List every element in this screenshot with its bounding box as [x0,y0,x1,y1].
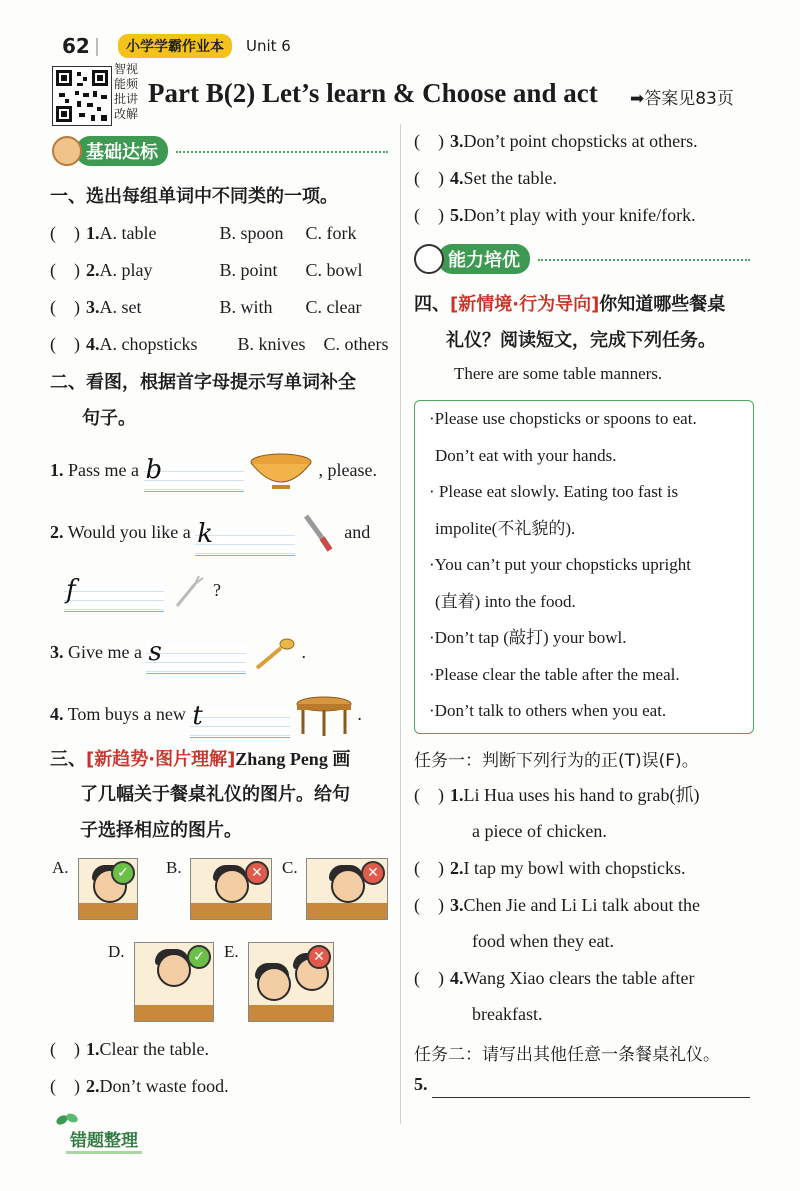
answer-writing-line[interactable] [190,701,290,738]
answer-paren[interactable]: ( ) [414,168,444,188]
answer-paren[interactable]: ( ) [414,785,444,805]
child-figure [215,869,249,903]
item-text: Don’t point chopsticks at others. [463,131,698,151]
qr-code-icon[interactable] [52,66,112,126]
q3-title-rest: Zhang Peng 画 [235,749,351,769]
q3-item [50,1073,229,1110]
item-number: 4. [450,168,464,188]
q2-sentence-4 [50,694,362,738]
q3-title-cont: 子选择相应的图片。 [80,820,242,841]
answer-paren[interactable]: ( ) [414,895,444,915]
q1-item [50,331,395,368]
item-number: 2. [86,260,100,280]
item-number: 1. [450,785,464,805]
item-number: 3. [450,131,464,151]
passage-line: · Please eat slowly. Eating too fast is [429,482,679,501]
sentence-text: Tom buys a new [67,704,186,725]
unit-label: Unit 6 [246,37,291,55]
q3-item [414,128,698,165]
pic-label-b: B. [166,858,182,877]
item-number: 2. [50,522,64,543]
q4-title-cont: 礼仪？阅读短文，完成下列任务。 [446,330,716,351]
section-basic-label: 基础达标 [76,136,168,166]
task1-item [414,782,754,818]
pic-label-e: E. [224,942,239,961]
q1-list [50,220,395,368]
cross-icon: ✕ [361,861,385,885]
task1-title: 任务一：判断下列行为的正(T)误(F)。 [414,751,699,771]
hint-letter: s [148,637,162,667]
q1-item [50,220,395,257]
item-number: 4. [450,968,464,988]
dotted-divider [538,258,750,261]
table-icon [295,694,353,738]
hint-letter: b [145,455,163,485]
option-c: C. clear [305,297,362,317]
column-divider [400,124,401,1124]
header-divider [96,38,98,56]
answer-paren[interactable]: ( ) [50,334,80,354]
section-advanced-header [414,244,750,274]
q4-prefix: 四、 [414,294,450,315]
task1-item [414,892,754,928]
answer-paren[interactable]: ( ) [50,297,80,317]
option-b: B. spoon [219,223,284,243]
picture-b[interactable] [190,858,272,920]
answer-paren[interactable]: ( ) [414,205,444,225]
item-text: Wang Xiao clears the table after [463,968,695,988]
sentence-text: Give me a [68,642,142,663]
q2-sentence-1 [50,452,377,492]
answer-paren[interactable]: ( ) [50,1039,80,1059]
passage-line: (直着) into the food. [435,591,576,611]
option-a: A. table [99,223,157,243]
passage-line: ·Don’t talk to others when you eat. [429,701,667,720]
cross-icon: ✕ [307,945,331,969]
q1-item [50,257,395,294]
q3-item [414,202,698,239]
table-shape [79,903,137,919]
check-icon: ✓ [187,945,211,969]
q4-title-rest: 你知道哪些餐桌 [599,294,726,315]
option-c: C. fork [305,223,357,243]
bowl-icon [248,452,314,492]
answer-writing-line[interactable] [64,575,164,612]
q3-title [50,744,350,775]
option-a: A. play [99,260,153,280]
q3-prefix: 三、 [50,749,86,770]
hint-letter: f [66,575,76,605]
table-shape [135,1005,213,1021]
item-number: 1. [86,223,100,243]
passage-line: ·Please clear the table after the meal. [429,664,680,684]
task1-item [414,855,754,892]
answer-paren[interactable]: ( ) [414,858,444,878]
answer-paren[interactable]: ( ) [50,260,80,280]
sentence-text: Would you like a [67,522,191,543]
picture-a[interactable] [78,858,138,920]
sentence-end: ? [213,580,221,601]
table-shape [191,903,271,919]
q2-title: 二、看图，根据首字母提示写单词补全 [50,372,356,393]
item-number: 3. [450,895,464,915]
item-number: 4. [86,334,100,354]
item-text: Don’t play with your knife/fork. [463,205,696,225]
dog-mascot-icon [414,244,444,274]
mascot-icon [52,136,82,166]
passage-line: ·You can’t put your chopsticks upright [429,555,691,574]
answer-paren[interactable]: ( ) [50,223,80,243]
sentence-and: and [344,522,371,543]
spoon-icon [251,634,297,674]
q3-item [50,1036,229,1073]
reading-passage [414,400,754,734]
section-basic-header [52,136,388,166]
passage-line: impolite(不礼貌的). [435,518,576,538]
answer-writing-line[interactable] [146,637,246,674]
passage-line: ·Please use chopsticks or spoons to eat. [429,409,697,428]
q3-tag: [新趋势·图片理解] [86,749,236,770]
q4-tag: [新情境·行为导向] [450,294,600,315]
item-text: Chen Jie and Li Li talk about the [463,895,700,915]
q1-title: 一、选出每组单词中不同类的一项。 [50,186,338,207]
table-shape [307,903,387,919]
task1-item-cont: a piece of chicken. [472,821,607,841]
q3-title-cont: 了几幅关于餐桌礼仪的图片。给句 [80,784,350,805]
task1-item-cont: food when they eat. [472,931,614,951]
q3-item [414,165,698,202]
lesson-title: Part B(2) Let’s learn & Choose and act [148,78,598,108]
item-number: 5. [450,205,464,225]
qr-caption-line: 改解 [114,107,139,121]
item-number: 1. [50,460,64,481]
option-c: C. others [323,334,389,354]
option-b: B. point [219,260,278,280]
item-number: 1. [86,1039,100,1059]
mistake-review-label: 错题整理 [66,1126,142,1154]
qr-caption [114,62,144,122]
item-text: Don’t waste food. [99,1076,229,1096]
section-advanced-label: 能力培优 [438,244,530,274]
answer-writing-line[interactable] [195,519,295,556]
task1-list [414,782,754,1038]
leaf-icon [56,1112,76,1126]
child-figure [257,967,291,1001]
answer-paren[interactable]: ( ) [50,1076,80,1096]
answer-paren[interactable]: ( ) [414,131,444,151]
child-figure [331,869,365,903]
task1-item-cont: breakfast. [472,1004,543,1024]
task1-item [414,965,754,1001]
picture-c[interactable] [306,858,388,920]
item-text: Set the table. [463,168,557,188]
check-icon: ✓ [111,861,135,885]
fork-icon [169,572,209,612]
series-badge: 小学学霸作业本 [118,34,232,58]
option-a: A. chopsticks [99,334,198,354]
pic-label-a: A. [52,858,69,877]
q2-sentence-3 [50,634,306,674]
qr-caption-line: 批讲 [114,92,139,106]
page-number: 62 [62,34,90,58]
qr-caption-line: 智视 [114,62,139,76]
passage-intro: There are some table manners. [454,364,663,383]
answer-writing-line[interactable] [144,455,244,492]
answer-paren[interactable]: ( ) [414,968,444,988]
task2-number: 5. [414,1074,428,1094]
item-text: Li Hua uses his hand to grab(抓) [463,785,700,805]
item-text: Clear the table. [99,1039,209,1059]
dotted-divider [176,150,388,153]
sentence-text: Pass me a [68,460,139,481]
hint-letter: k [197,519,213,549]
option-a: A. set [99,297,142,317]
task2-answer-line[interactable] [432,1097,750,1098]
sentence-end: . [301,642,306,663]
option-b: B. knives [237,334,306,354]
q4-title [414,290,725,320]
item-number: 3. [86,297,100,317]
q1-item [50,294,395,331]
table-shape [249,1005,333,1021]
picture-e[interactable] [248,942,334,1022]
cross-icon: ✕ [245,861,269,885]
option-b: B. with [219,297,273,317]
sentence-end: . [357,704,362,725]
qr-caption-line: 能频 [114,77,139,91]
q2-title-cont: 句子。 [82,408,136,429]
item-number: 4. [50,704,64,725]
item-text: I tap my bowl with chopsticks. [463,858,686,878]
q3-list-left [50,1036,229,1110]
knife-icon [300,512,336,556]
answer-reference: ➡答案见83页 [630,89,734,109]
q3-list-right [414,128,698,239]
pic-label-d: D. [108,942,125,961]
picture-d[interactable] [134,942,214,1022]
item-number: 3. [50,642,64,663]
option-c: C. bowl [305,260,363,280]
passage-line: ·Don’t tap (敲打) your bowl. [429,628,627,647]
item-number: 2. [450,858,464,878]
pic-label-c: C. [282,858,298,877]
hint-letter: t [192,701,203,731]
q2-sentence-2 [50,512,370,556]
passage-line: Don’t eat with your hands. [435,445,617,465]
child-figure [157,953,191,987]
sentence-end: , please. [318,460,377,481]
item-number: 2. [86,1076,100,1096]
task2-title: 任务二：请写出其他任意一条餐桌礼仪。 [414,1045,720,1065]
q2-sentence-2-cont [64,572,221,612]
